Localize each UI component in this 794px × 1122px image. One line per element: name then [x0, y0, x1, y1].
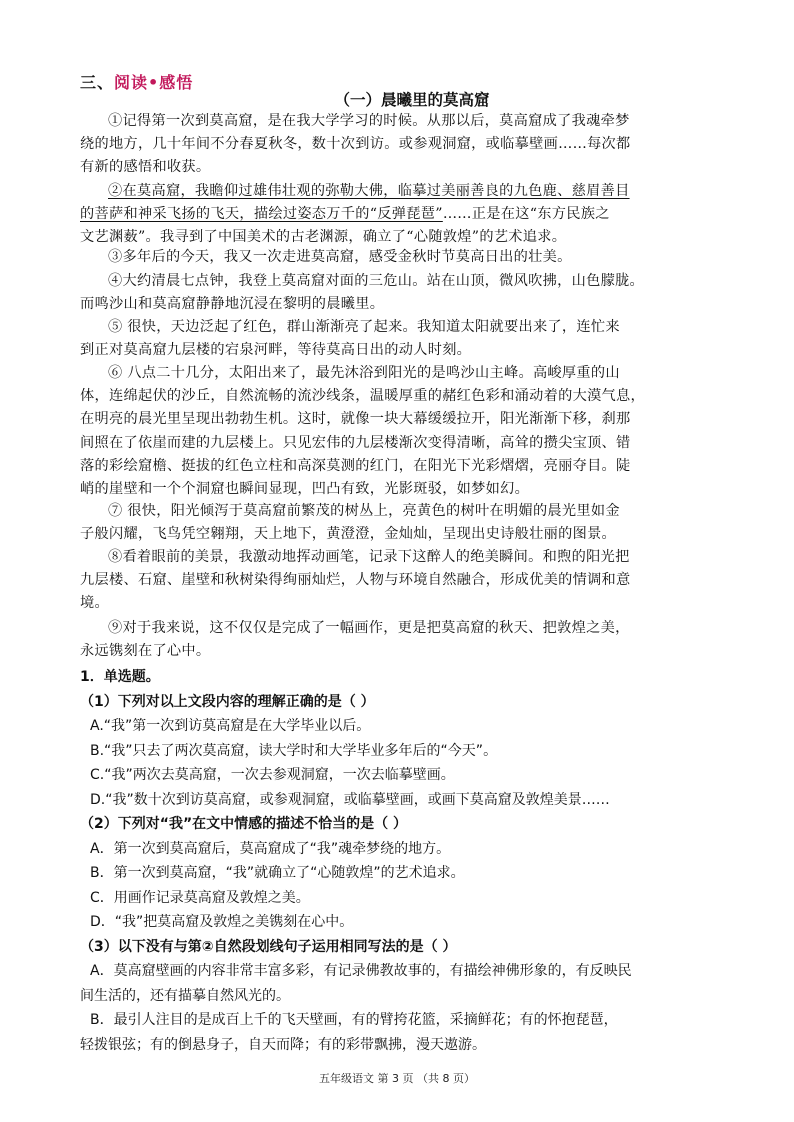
- questions-heading: 1．单选题。: [80, 669, 160, 685]
- paragraph-3: [80, 246, 714, 269]
- text-line: 间照在了依崖而建的九层楼上。只见宏伟的九层楼渐次变得清晰，高耸的攒尖宝顶、错: [80, 434, 631, 451]
- text-line: 永远镌刻在了心中。: [80, 643, 211, 660]
- text-line: 子般闪耀，飞鸟凭空翱翔，天上地下，黄澄澄，金灿灿，呈现出史诗般壮丽的图景。: [80, 526, 617, 543]
- paragraph-6: [80, 362, 714, 501]
- paragraph-9: [80, 617, 714, 663]
- question-3-option-a-cont: 间生活的，还有描摹自然风光的。: [80, 987, 290, 1004]
- section-dot: •: [148, 73, 160, 92]
- page-footer: 五年级语文 第 3 页 （共 8 页）: [319, 1072, 475, 1085]
- text-line: ①记得第一次到莫高窟，是在我大学学习的时候。从那以后，莫高窟成了我魂牵梦: [108, 113, 630, 129]
- question-3-stem: （3）以下没有与第②自然段划线句子运用相同写法的是（ ）: [80, 938, 457, 955]
- question-2-option-c: C．用画作记录莫高窟及敦煌之美。: [90, 889, 310, 906]
- text-line: 峭的崖壁和一个个洞窟也瞬间显现，凹凸有致，光影斑驳，如梦如幻。: [80, 481, 530, 498]
- paragraph-8: [80, 546, 714, 616]
- section-number: 三、: [80, 73, 115, 92]
- questions-section: [80, 665, 720, 1057]
- text-line: ④大约清晨七点钟，我登上莫高窟对面的三危山。站在山顶，微风吹拂，山色朦胧。: [108, 273, 645, 289]
- question-1-option-d: D.“我”数十次到访莫高窟，或参观洞窟，或临摹壁画，或画下莫高窟及敦煌美景……: [90, 791, 610, 808]
- text-line: 体，连绵起伏的沙丘，自然流畅的流沙线条，温暖厚重的赭红色彩和涌动着的大漠气息，: [80, 388, 646, 405]
- text-line: 文艺渊薮”。我寻到了中国美术的古老渊源，确立了“心随敦煌”的艺术追求。: [80, 229, 567, 246]
- text-line: ③多年后的今天，我又一次走进莫高窟，感受金秋时节莫高日出的壮美。: [108, 249, 572, 265]
- underlined-sentence: ②在莫高窟，我瞻仰过雄伟壮观的弥勒大佛，临摹过美丽善良的九色鹿、慈眉善目: [108, 183, 630, 199]
- section-label-insight: 感悟: [159, 73, 194, 92]
- text-line: ⑧看着眼前的美景，我激动地挥动画笔，记录下这醉人的绝美瞬间。和煦的阳光把: [108, 549, 630, 565]
- text-line: 九层楼、石窟、崖壁和秋树染得绚丽灿烂，人物与环境自然融合，形成优美的情调和意: [80, 572, 631, 589]
- text-line: 有新的感悟和收获。: [80, 159, 211, 176]
- paragraph-4: [80, 270, 714, 316]
- text-line: 而鸣沙山和莫高窟静静地沉浸在黎明的晨曦里。: [80, 296, 385, 313]
- text-line: ⑥ 八点二十几分，太阳出来了，最先沐浴到阳光的是鸣沙山主峰。高峻厚重的山: [108, 365, 620, 381]
- question-3-option-a: A．莫高窟壁画的内容非常丰富多彩，有记录佛教故事的，有描绘神佛形象的，有反映民: [90, 963, 632, 979]
- question-1-option-c: C.“我”两次去莫高窟，一次去参观洞窟，一次去临摹壁画。: [90, 767, 455, 783]
- text-line: ⑨对于我来说，这不仅仅是完成了一幅画作，更是把莫高窟的秋天、把敦煌之美，: [108, 620, 630, 636]
- text-line: 在明亮的晨光里呈现出勃勃生机。这时，就像一块大幕缓缓拉开，阳光渐渐下移，刹那: [80, 411, 631, 428]
- paragraph-7: [80, 500, 714, 546]
- text-line: 绕的地方，几十年间不分春夏秋冬，数十次到访。或参观洞窟，或临摹壁画……每次都: [80, 136, 631, 153]
- question-3-option-b: B．最引人注目的是成百上千的飞天壁画，有的臂挎花篮，采摘鲜花；有的怀抱琵琶，: [90, 1012, 618, 1028]
- section-label-reading: 阅读: [114, 73, 149, 92]
- question-2-option-b: B．第一次到莫高窟，“我”就确立了“心随敦煌”的艺术追求。: [90, 865, 465, 881]
- paragraph-2: [80, 180, 714, 250]
- text-line: ⑦ 很快，阳光倾泻于莫高窟前繁茂的树丛上，亮黄色的树叶在明媚的晨光里如金: [108, 503, 620, 519]
- text-fragment: ……正是在这“东方民族之: [442, 206, 610, 223]
- article-title: （一）晨曦里的莫高窟: [334, 91, 490, 109]
- question-2-stem: （2）下列对“我”在文中情感的描述不恰当的是（ ）: [80, 816, 408, 832]
- question-3-option-b-cont: 轻拨银弦；有的倒悬身子，自天而降；有的彩带飘拂，漫天遨游。: [80, 1036, 486, 1053]
- question-1-stem: （1）下列对以上文段内容的理解正确的是（ ）: [80, 693, 375, 710]
- underlined-sentence: 的菩萨和神采飞扬的飞天，描绘过姿态万千的“反弹琵琶”: [80, 206, 443, 223]
- question-2-option-d: D．“我”把莫高窟及敦煌之美镌刻在心中。: [90, 914, 354, 930]
- text-line: 境。: [80, 595, 109, 612]
- paragraph-5: [80, 316, 714, 362]
- paragraph-1: [80, 110, 714, 180]
- question-1-option-b: B.“我”只去了两次莫高窟，读大学时和大学毕业多年后的“今天”。: [90, 742, 498, 759]
- text-line: 到正对莫高窟九层楼的宕泉河畔，等待莫高日出的动人时刻。: [80, 342, 472, 359]
- text-line: 落的彩绘窟檐、挺拔的红色立柱和高深莫测的红门，在阳光下光彩熠熠，亮丽夺目。陡: [80, 457, 631, 474]
- question-2-option-a: A．第一次到莫高窟后，莫高窟成了“我”魂牵梦绕的地方。: [90, 840, 451, 857]
- text-line: ⑤ 很快，天边泛起了红色，群山渐渐亮了起来。我知道太阳就要出来了，连忙来: [108, 319, 620, 335]
- question-1-option-a: A.“我”第一次到访莫高窟是在大学毕业以后。: [90, 718, 371, 734]
